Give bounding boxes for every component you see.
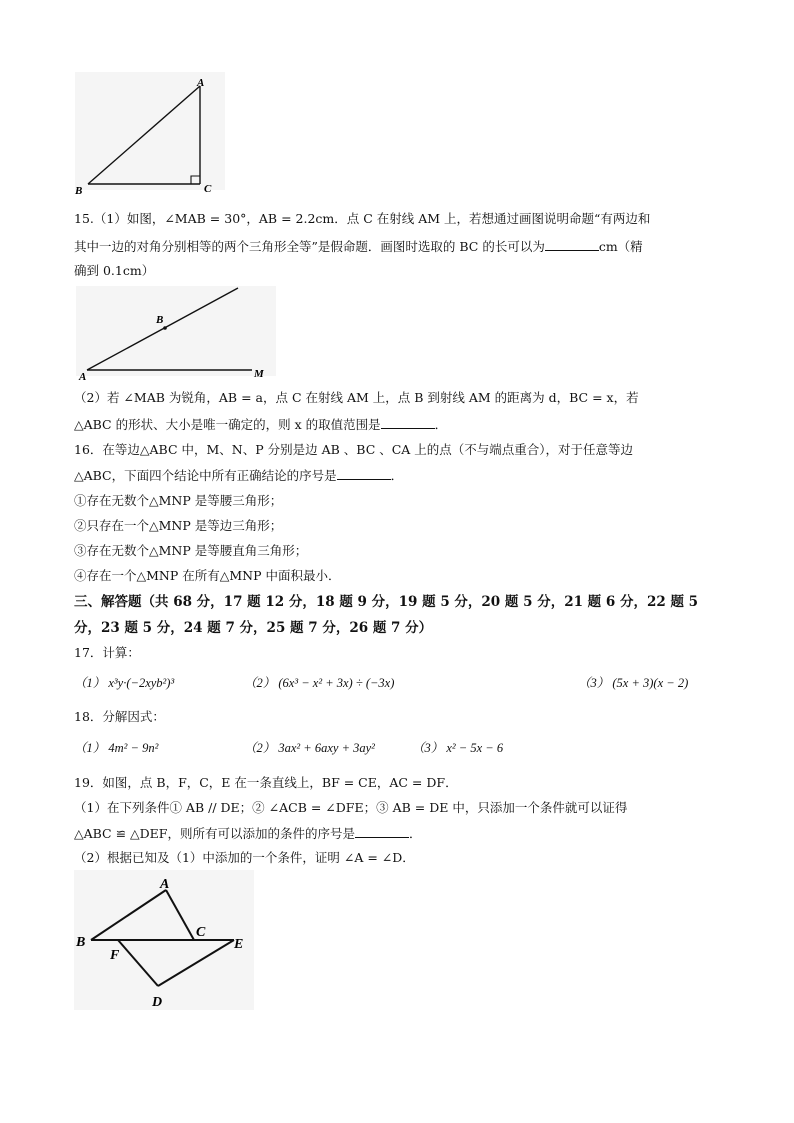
q16-option-3: ③存在无数个△MNP 是等腰直角三角形； [74, 543, 308, 558]
q18-part2: （2） 3ax² + 6axy + 3ay² [244, 741, 375, 755]
figure-background [76, 286, 276, 376]
q19-line4: （2）根据已知及（1）中添加的一个条件，证明 ∠A = ∠D． [74, 850, 415, 865]
label-c: C [204, 183, 212, 195]
triangle-abc-figure [70, 72, 230, 197]
q15-line1: 15.（1）如图，∠MAB = 30°，AB = 2.2cm．点 C 在射线 AM 上，若想通过画图说明命题“有两边和 [74, 211, 651, 226]
q19-answer-blank[interactable] [355, 825, 409, 838]
q19-line3-end: ． [408, 826, 422, 841]
label-b: B [75, 185, 83, 197]
q16-option-2: ②只存在一个△MNP 是等边三角形； [74, 518, 283, 533]
section3-heading-line2: 分，23 题 5 分，24 题 7 分，25 题 7 分，26 题 7 分） [74, 620, 433, 636]
q16-answer-blank[interactable] [337, 467, 391, 480]
label-d: D [152, 995, 163, 1010]
section3-heading-line1: 三、解答题（共 68 分，17 题 12 分，18 题 9 分，19 题 5 分，20 题 5 分，21 题 6 分，22 题 5 [74, 594, 699, 610]
q19-line1: 19．如图，点 B，F，C，E 在一条直线上，BF = CE，AC = DF． [74, 775, 458, 790]
label-b: B [76, 935, 86, 950]
q19-line3 [74, 825, 422, 842]
ray-am-figure [70, 284, 280, 384]
q15-line3: 确到 0.1cm） [74, 263, 155, 278]
q17-part1: （1） x³y·(−2xyb²)³ [74, 676, 175, 690]
q16-line2 [74, 467, 403, 484]
label-b: B [156, 314, 164, 326]
q18-part3: （3） x² − 5x − 6 [412, 741, 504, 755]
q19-line3-text: △ABC ≌ △DEF，则所有可以添加的条件的序号是 [74, 826, 355, 841]
q18-title: 18．分解因式： [74, 709, 165, 724]
q15b-line2-end: ． [434, 417, 448, 432]
label-f: F [110, 948, 120, 963]
q19-line2: （1）在下列条件① AB // DE；② ∠ACB = ∠DFE；③ AB = DE 中，只添加一个条件就可以证得 [74, 800, 628, 815]
q16-option-1: ①存在无数个△MNP 是等腰三角形； [74, 493, 283, 508]
q15b-line2 [74, 416, 447, 433]
label-e: E [234, 937, 244, 952]
q15-line2-text: 其中一边的对角分别相等的两个三角形全等”是假命题．画图时选取的 BC 的长可以为 [74, 239, 545, 254]
q17-title: 17．计算： [74, 645, 140, 660]
q16-line2-end: ． [390, 468, 404, 483]
figure-background [75, 72, 225, 190]
point-b [163, 326, 167, 330]
triangles-abc-def-figure [70, 868, 260, 1018]
label-m: M [254, 368, 264, 380]
q15-line2-unit: cm（精 [598, 239, 643, 254]
q16-line2-text: △ABC，下面四个结论中所有正确结论的序号是 [74, 468, 337, 483]
label-c: C [196, 925, 206, 940]
q17-part2: （2） (6x³ − x² + 3x) ÷ (−3x) [244, 676, 395, 690]
q16-line1: 16．在等边△ABC 中，M、N、P 分别是边 AB 、BC 、CA 上的点（不与端点重合），对于任意等边 [74, 442, 634, 457]
label-a: A [79, 371, 87, 383]
label-a: A [160, 877, 170, 892]
q16-option-4: ④存在一个△MNP 在所有△MNP 中面积最小． [74, 568, 341, 583]
q15-line2 [74, 238, 643, 255]
q15b-line2-text: △ABC 的形状、大小是唯一确定的，则 x 的取值范围是 [74, 417, 381, 432]
q18-part1: （1） 4m² − 9n² [74, 741, 159, 755]
q15-answer-blank[interactable] [545, 238, 599, 251]
q15b-line1: （2）若 ∠MAB 为锐角，AB = a，点 C 在射线 AM 上，点 B 到射线 AM 的距离为 d，BC = x，若 [74, 390, 639, 405]
q17-part3: （3） (5x + 3)(x − 2) [578, 676, 689, 690]
label-a: A [197, 77, 205, 89]
q15b-answer-blank[interactable] [381, 416, 435, 429]
